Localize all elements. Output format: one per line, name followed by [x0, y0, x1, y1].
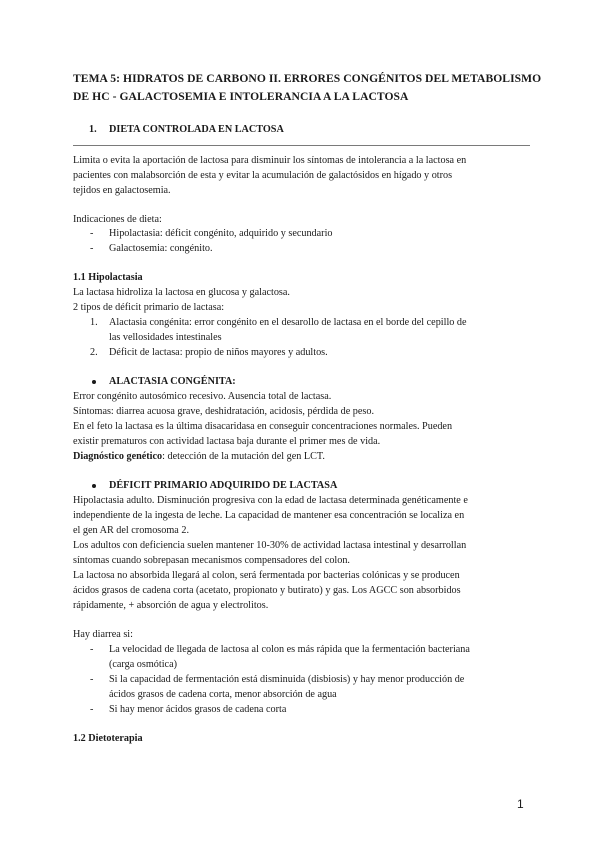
section-number: 1. — [89, 124, 97, 135]
dash-bullet: - — [90, 243, 94, 254]
paragraph-line: tejidos en galactosemia. — [73, 185, 171, 196]
heading-underline-rule — [73, 145, 530, 146]
paragraph-line: pacientes con malabsorción de esta y evitar la acumulación de galactósidos en hígado y otros — [73, 170, 453, 181]
paragraph-line: Hipolactasia adulto. Disminución progresiva con la edad de lactasa determinada genéticamente e — [73, 495, 468, 506]
dash-bullet: - — [90, 674, 94, 685]
diagnosis-text: : detección de la mutación del gen LCT. — [162, 451, 325, 462]
diagnosis-line — [73, 449, 325, 464]
list-item: las vellosidades intestinales — [109, 332, 222, 343]
paragraph-line: rápidamente, + absorción de agua y electrolitos. — [73, 600, 269, 611]
dash-bullet: - — [90, 704, 94, 715]
section-heading-text: DIETA CONTROLADA EN LACTOSA — [109, 124, 284, 135]
paragraph-line: Síntomas: diarrea acuosa grave, deshidratación, acidosis, pérdida de peso. — [73, 406, 374, 417]
subheading-alactasia: ALACTASIA CONGÉNITA: — [109, 376, 236, 387]
paragraph-line: Los adultos con deficiencia suelen mantener 10-30% de actividad lactasa intestinal y desarrollan — [73, 540, 467, 551]
list-item: Si hay menor ácidos grasos de cadena corta — [109, 704, 287, 715]
document-title — [73, 70, 543, 106]
paragraph-line: síntomas cuando sobrepasan mecanismos compensadores del colon. — [73, 555, 350, 566]
page-number: 1 — [517, 797, 524, 811]
list-number: 2. — [90, 347, 98, 358]
subheading-deficit: DÉFICIT PRIMARIO ADQUIRIDO DE LACTASA — [109, 480, 338, 491]
list-item: Galactosemia: congénito. — [109, 243, 213, 254]
bullet-dot — [92, 484, 96, 488]
paragraph-line: Error congénito autosómico recesivo. Ausencia total de lactasa. — [73, 391, 332, 402]
list-item: Alactasia congénita: error congénito en el desarollo de lactasa en el borde del cepillo de — [109, 317, 467, 328]
section-heading-dieta — [89, 124, 284, 135]
paragraph-line: existir prematuros con actividad lactasa baja durante el primer mes de vida. — [73, 436, 381, 447]
list-item: (carga osmótica) — [109, 659, 177, 670]
paragraph-line: ácidos grasos de cadena corta (acetato, propionato y butirato) y gas. Los AGCC son absorbidos — [73, 585, 461, 596]
bullet-dot — [92, 380, 96, 384]
paragraph-line: La lactasa hidroliza la lactosa en glucosa y galactosa. — [73, 287, 290, 298]
list-item: Si la capacidad de fermentación está disminuida (disbiosis) y hay menor producción de — [109, 674, 465, 685]
list-item: ácidos grasos de cadena corta, menor absorción de agua — [109, 689, 337, 700]
diarrea-label: Hay diarrea si: — [73, 629, 133, 640]
list-item: Hipolactasia: déficit congénito, adquirido y secundario — [109, 228, 333, 239]
subheading-dietoterapia: 1.2 Dietoterapia — [73, 733, 143, 744]
title-line: TEMA 5: HIDRATOS DE CARBONO II. ERRORES CONGÉNITOS DEL METABOLISMO — [73, 72, 542, 85]
list-number: 1. — [90, 317, 98, 328]
dash-bullet: - — [90, 228, 94, 239]
paragraph-line: Limita o evita la aportación de lactosa para disminuir los síntomas de intolerancia a la lactosa en — [73, 155, 467, 166]
paragraph-line: La lactosa no absorbida llegará al colon, será fermentada por bacterias colónicas y se producen — [73, 570, 460, 581]
subheading-hipolactasia: 1.1 Hipolactasia — [73, 272, 143, 283]
title-line: DE HC - GALACTOSEMIA E INTOLERANCIA A LA LACTOSA — [73, 90, 409, 103]
list-item: La velocidad de llegada de lactosa al colon es más rápida que la fermentación bacteriana — [109, 644, 470, 655]
paragraph-line: En el feto la lactasa es la última disacaridasa en conseguir concentraciones normales. Pueden — [73, 421, 453, 432]
paragraph-line: el gen AR del cromosoma 2. — [73, 525, 190, 536]
paragraph-line: independiente de la ingesta de leche. La capacidad de mantener esa concentración se localiza en — [73, 510, 465, 521]
diagnosis-label: Diagnóstico genético — [73, 451, 163, 462]
dash-bullet: - — [90, 644, 94, 655]
list-item: Déficit de lactasa: propio de niños mayores y adultos. — [109, 347, 328, 358]
paragraph-line: 2 tipos de déficit primario de lactasa: — [73, 302, 225, 313]
indications-label: Indicaciones de dieta: — [73, 214, 162, 225]
